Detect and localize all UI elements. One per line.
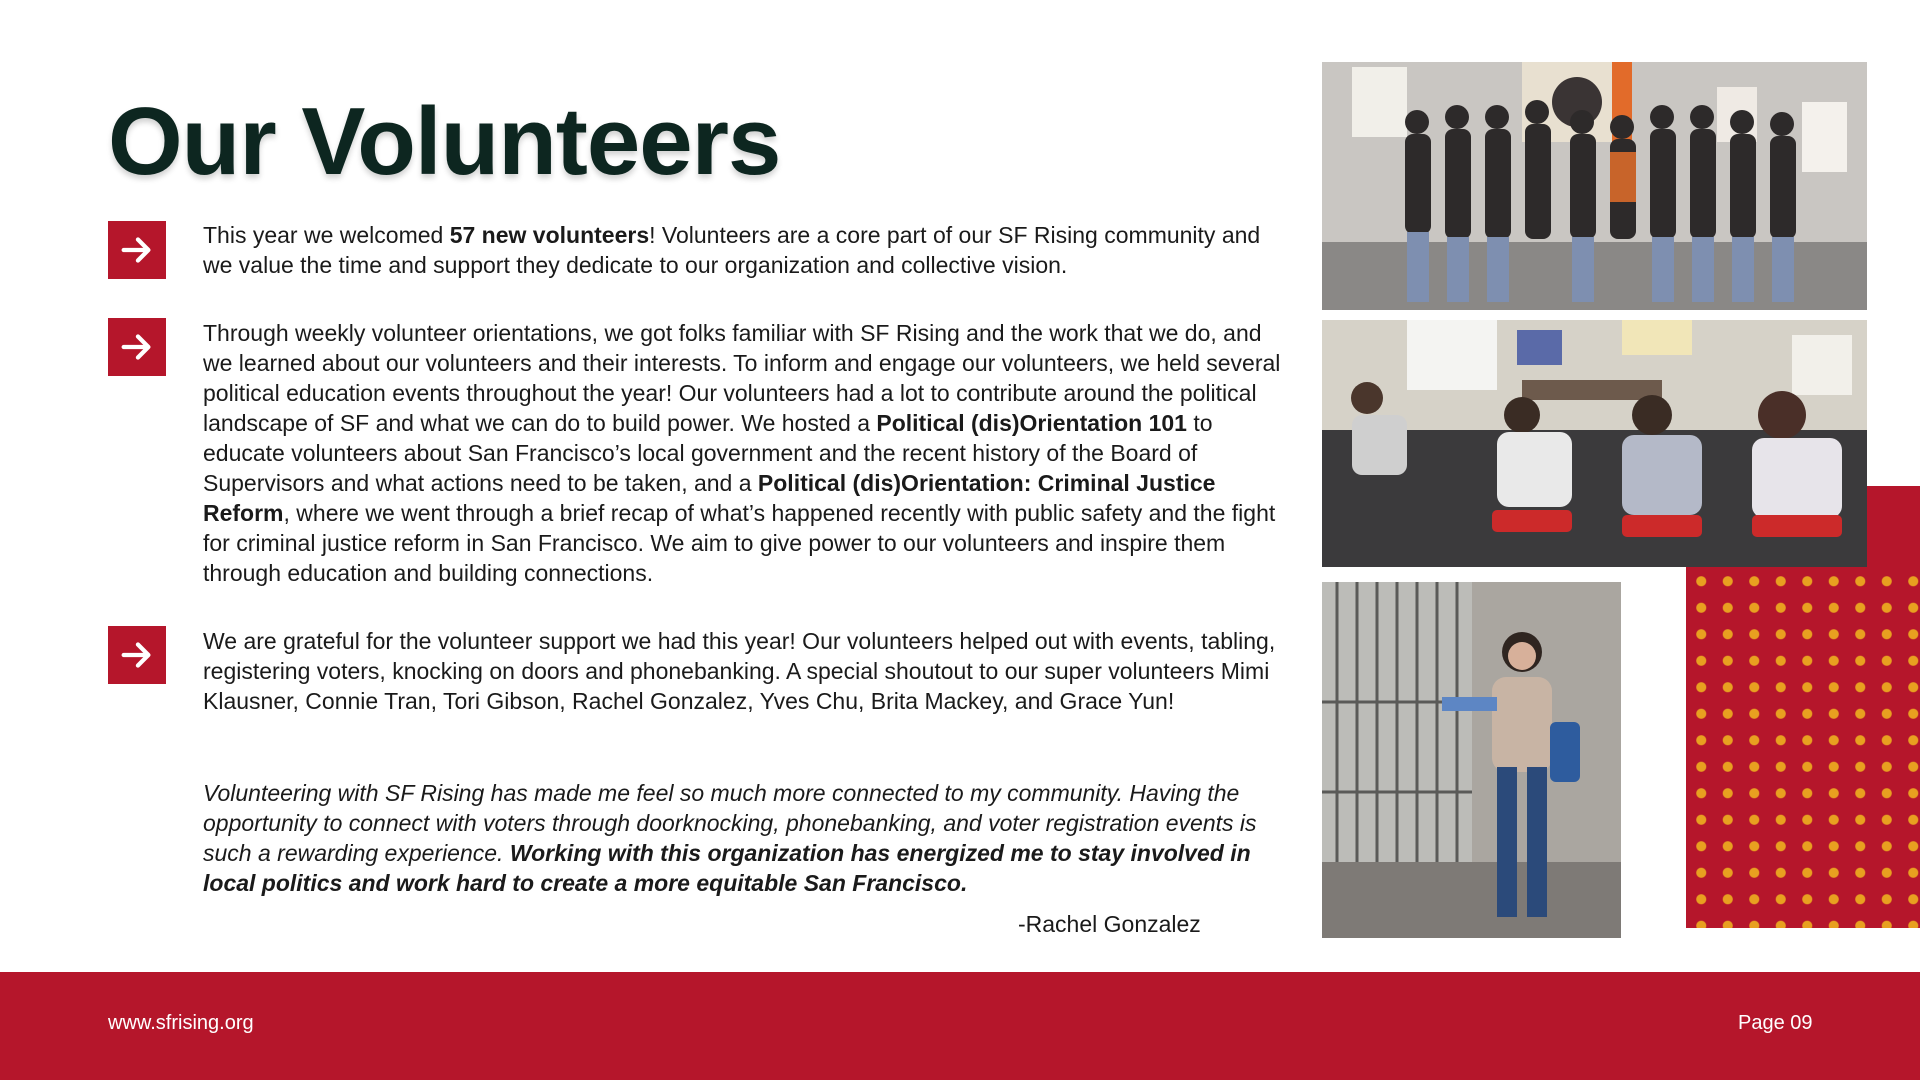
footer-bar — [0, 972, 1920, 1080]
orientation-paragraph — [203, 318, 1283, 588]
footer-website-link[interactable]: www.sfrising.org — [108, 1012, 254, 1034]
intro-paragraph — [203, 220, 1283, 280]
decorative-dot-pattern — [1686, 566, 1920, 928]
quote-attribution: -Rachel Gonzalez — [1018, 911, 1201, 937]
canvassing-photo — [1322, 582, 1621, 938]
p2-part2: to educate volunteers about San Francisco’s local government and the recent history of the Board of Supervisors and what actions need to be taken, and a — [203, 410, 1213, 496]
volunteer-quote — [203, 778, 1283, 898]
gratitude-paragraph: We are grateful for the volunteer support we had this year! Our volunteers helped out with events, tabling, registering voters, knocking on doors and phonebanking. A special shoutout to our super volunteers Mimi Klausner, Connie Tran, Tori Gibson, Rachel Gonzalez, Yves Chu, Brita Mackey, and Grace Yun! — [203, 628, 1276, 714]
meeting-photo — [1322, 320, 1867, 567]
p1-highlight: 57 new volunteers — [449, 222, 650, 248]
quote-text: Volunteering with SF Rising has made me feel so much more connected to my community. Having the opportunity to connect with voters through doorknocking, phonebanking, and voter registration events is such a rewarding experience. — [203, 780, 1257, 866]
arrow-right-icon — [108, 221, 166, 279]
p1-text-after: ! Volunteers are a core part of our SF Rising community and we value the time and support they dedicate to our organization and collective vision. — [203, 222, 1261, 278]
arrow-right-icon — [108, 626, 166, 684]
arrow-right-icon — [108, 318, 166, 376]
p2-part1: Through weekly volunteer orientations, we got folks familiar with SF Rising and the work that we do, and we learned about our volunteers and their interests. To inform and engage our volunteers, we held several political education events throughout the year! Our volunteers had a lot to contribute around the political landscape of SF and what we can do to build power. We hosted a — [203, 320, 1281, 436]
page-number: Page 09 — [1738, 1012, 1813, 1034]
page-title: Our Volunteers — [108, 88, 781, 195]
p2-event-1: Political (dis)Orientation 101 — [876, 410, 1187, 436]
p1-text-before: This year we welcomed — [203, 222, 450, 248]
quote-highlight: Working with this organization has energized me to stay involved in local politics and work hard to create a more equitable San Francisco. — [203, 840, 1251, 896]
group-photo — [1322, 62, 1867, 310]
p2-part3: , where we went through a brief recap of what’s happened recently with public safety and the fight for criminal justice reform in San Francisco. We aim to give power to our volunteers and inspire them through education and building connections. — [203, 500, 1276, 586]
p2-event-2: Political (dis)Orientation: Criminal Justice Reform — [203, 470, 1216, 526]
